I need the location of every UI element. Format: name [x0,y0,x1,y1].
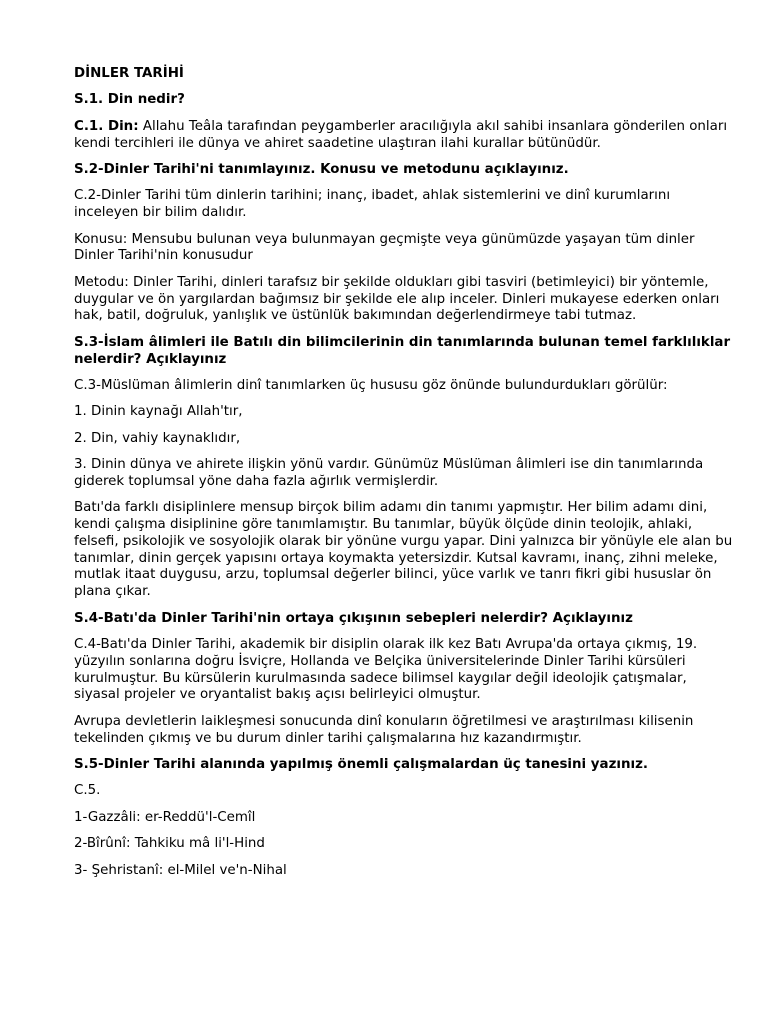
answer-1 [74,119,734,153]
answer-3-west: Batı'da farklı disiplinlere mensup birçok bilim adamı din tanımı yapmıştır. Her bilim adamı dini, kendi çalışma disiplinine göre tanımlamıştır. Bu tanımlar, büyük ölçüde dinin teolojik, ahlaki, felsefi, psikolojik ve sosyolojik olarak bir yönüne vurgu yapar. Dini yalnızca bir yönüyle ele alan bu tanımlar, dinin gerçek yapısını ortaya koymakta yetersizdir. Kutsal kavramı, inanç, zihni meleke, mutlak itaat duygusu, arzu, toplumsal değerler bilinci, yüce varlık ve tanrı fikri gibi hususlar ön plana çıkar. [74,500,733,600]
answer-2-metodu: Metodu: Dinler Tarihi, dinleri tarafsız bir şekilde oldukları gibi tasviri (betimleyici) bir yöntemle, duygular ve ön yargılardan bağımsız bir şekilde ele alıp inceler. Dinleri mukayese ederken onları hak, batil, doğruluk, yanlışlık ve üstünlük bakımından değerlendirmeye tabi tutmaz. [74,274,720,324]
answer-3-item-1: 1. Dinin kaynağı Allah'tır, [74,404,243,420]
answer-2: C.2-Dinler Tarihi tüm dinlerin tarihini; inanç, ibadet, ahlak sistemlerini ve dinî kurumlarını inceleyen bir bilim dalıdır. [74,188,671,221]
document-title: DİNLER TARİHİ [74,66,184,81]
answer-3-item-3: 3. Dinin dünya ve ahirete ilişkin yönü vardır. Günümüz Müslüman âlimleri ise din tanımlarında giderek toplumsal yöne daha fazla ağırlık vermişlerdir. [74,457,704,489]
answer-1-label: C.1. Din: [74,118,139,134]
question-4: S.4-Batı'da Dinler Tarihi'nin ortaya çıkışının sebepleri nelerdir? Açıklayınız [74,610,633,626]
answer-2-konusu: Konusu: Mensubu bulunan veya bulunmayan geçmişte veya günümüzde yaşayan tüm dinler Dinler Tarihi'nin konusudur [74,231,695,264]
answer-3-intro: C.3-Müslüman âlimlerin dinî tanımlarken üç hususu göz önünde bulundurdukları görülür: [74,377,668,393]
answer-1-text: Allahu Teâla tarafından peygamberler aracılığıyla akıl sahibi insanlara gönderilen onları kendi tercihleri ile dünya ve ahiret saadetine ulaştıran ilahi kurallar bütünüdür. [74,118,728,151]
question-2: S.2-Dinler Tarihi'ni tanımlayınız. Konusu ve metodunu açıklayınız. [74,161,569,177]
answer-5-item-1: 1-Gazzâli: er-Reddü'l-Cemîl [74,809,256,825]
question-5: S.5-Dinler Tarihi alanında yapılmış önemli çalışmalardan üç tanesini yazınız. [74,757,648,772]
answer-4: C.4-Batı'da Dinler Tarihi, akademik bir disiplin olarak ilk kez Batı Avrupa'da ortaya çıkmış, 19. yüzyılın sonlarına doğru İsviçre, Hollanda ve Belçika üniversitelerinde Dinler Tarihi kürsüleri kurulmuştur. Bu kürsülerin kurulmasında sadece bilimsel kaygılar değil ideolojik çatışmalar, siyasal projeler ve oryantalist bakış açısı belirleyici olmuştur. [74,637,698,703]
answer-5-item-3: 3- Şehristanî: el-Milel ve'n-Nihal [74,862,287,878]
answer-5-label: C.5. [74,783,101,799]
question-3: S.3-İslam âlimleri ile Batılı din bilimcilerinin din tanımlarında bulunan temel farklılıklar nelerdir? Açıklayınız [74,334,731,367]
answer-4-secularization: Avrupa devletlerin laikleşmesi sonucunda dinî konuların öğretilmesi ve araştırılması kilisenin tekelinden çıkmış ve bu durum dinler tarihi çalışmalarına hız kazandırmıştır. [74,713,694,746]
answer-5-item-2: 2-Bîrûnî: Tahkiku mâ li'l-Hind [74,836,265,852]
answer-3-item-2: 2. Din, vahiy kaynaklıdır, [74,430,241,446]
question-1: S.1. Din nedir? [74,92,185,108]
document-page [74,66,734,889]
